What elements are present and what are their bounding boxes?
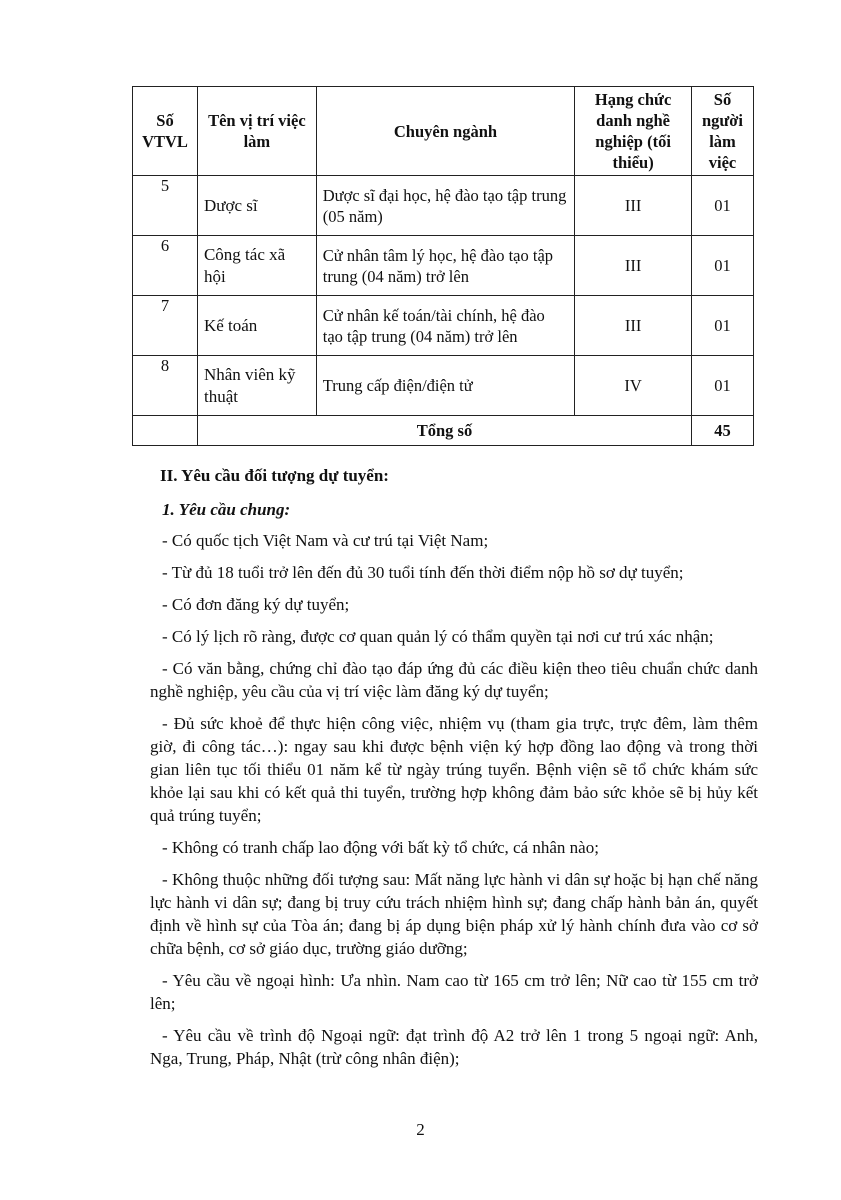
page-number: 2 <box>416 1120 425 1139</box>
cell-specialty: Cử nhân kế toán/tài chính, hệ đào tạo tập trung (04 năm) trở lên <box>316 296 574 356</box>
cell-no: 7 <box>133 296 198 356</box>
cell-position: Nhân viên kỹ thuật <box>197 356 316 416</box>
table-row <box>133 176 754 236</box>
table-row <box>133 356 754 416</box>
table-row <box>133 296 754 356</box>
cell-rank: III <box>575 176 692 236</box>
requirement-item: - Có lý lịch rõ ràng, được cơ quan quản lý có thẩm quyền tại nơi cư trú xác nhận; <box>162 627 714 646</box>
requirement-item: - Từ đủ 18 tuổi trở lên đến đủ 30 tuổi tính đến thời điểm nộp hồ sơ dự tuyển; <box>162 563 684 582</box>
requirement-item: - Đủ sức khoẻ để thực hiện công việc, nhiệm vụ (tham gia trực, trực đêm, làm thêm giờ, đi công tác…): ngay sau khi được bệnh viện ký hợp đồng lao động và trong thời gian liên tục tối thiểu 01 năm kể từ ngày trúng tuyển. Bệnh viện sẽ tổ chức khám sức khỏe lại sau khi có kết quả thi tuyển, trường hợp không đảm bảo sức khỏe sẽ bị hủy kết quả trúng tuyển; <box>150 714 758 825</box>
cell-specialty: Trung cấp điện/điện tử <box>316 356 574 416</box>
cell-specialty: Dược sĩ đại học, hệ đào tạo tập trung (05 năm) <box>316 176 574 236</box>
cell-count: 01 <box>692 176 754 236</box>
cell-rank: III <box>575 236 692 296</box>
requirements-section <box>150 464 758 1079</box>
cell-position: Dược sĩ <box>197 176 316 236</box>
table-row <box>133 236 754 296</box>
requirement-item: - Có quốc tịch Việt Nam và cư trú tại Việt Nam; <box>162 531 489 550</box>
cell-count: 01 <box>692 296 754 356</box>
table-header-row <box>133 87 754 176</box>
requirement-item: - Không có tranh chấp lao động với bất kỳ tổ chức, cá nhân nào; <box>162 838 599 857</box>
header-specialty: Chuyên ngành <box>316 87 574 176</box>
cell-position: Kế toán <box>197 296 316 356</box>
total-value: 45 <box>692 416 754 446</box>
header-rank: Hạng chức danh nghề nghiệp (tối thiểu) <box>575 87 692 176</box>
header-position: Tên vị trí việc làm <box>197 87 316 176</box>
requirement-item: - Không thuộc những đối tượng sau: Mất năng lực hành vi dân sự hoặc bị hạn chế năng lực hành vi dân sự; đang bị truy cứu trách nhiệm hình sự; đang chấp hành bản án, quyết định về hình sự của Tòa án; đang bị áp dụng biện pháp xử lý hành chính đưa vào cơ sở chữa bệnh, cơ sở giáo dục, trường giáo dưỡng; <box>150 870 758 958</box>
subsection-title: 1. Yêu cầu chung: <box>162 500 291 519</box>
cell-empty <box>133 416 198 446</box>
cell-no: 6 <box>133 236 198 296</box>
header-no: Số VTVL <box>133 87 198 176</box>
total-label: Tổng số <box>197 416 691 446</box>
cell-rank: IV <box>575 356 692 416</box>
header-count: Số người làm việc <box>692 87 754 176</box>
requirement-item: - Có đơn đăng ký dự tuyển; <box>162 595 350 614</box>
section-title: II. Yêu cầu đối tượng dự tuyển: <box>160 466 389 485</box>
requirement-item: - Yêu cầu về trình độ Ngoại ngữ: đạt trình độ A2 trở lên 1 trong 5 ngoại ngữ: Anh, Nga, Trung, Pháp, Nhật (trừ công nhân điện); <box>150 1026 758 1068</box>
cell-no: 5 <box>133 176 198 236</box>
cell-rank: III <box>575 296 692 356</box>
jobs-table <box>132 86 754 446</box>
cell-position: Công tác xã hội <box>197 236 316 296</box>
cell-specialty: Cử nhân tâm lý học, hệ đào tạo tập trung (04 năm) trở lên <box>316 236 574 296</box>
cell-count: 01 <box>692 236 754 296</box>
table-total-row <box>133 416 754 446</box>
cell-no: 8 <box>133 356 198 416</box>
requirement-item: - Có văn bằng, chứng chỉ đào tạo đáp ứng đủ các điều kiện theo tiêu chuẩn chức danh nghề nghiệp, yêu cầu của vị trí việc làm đăng ký dự tuyển; <box>150 659 758 701</box>
requirement-item: - Yêu cầu về ngoại hình: Ưa nhìn. Nam cao từ 165 cm trở lên; Nữ cao từ 155 cm trở lên; <box>150 971 758 1013</box>
cell-count: 01 <box>692 356 754 416</box>
